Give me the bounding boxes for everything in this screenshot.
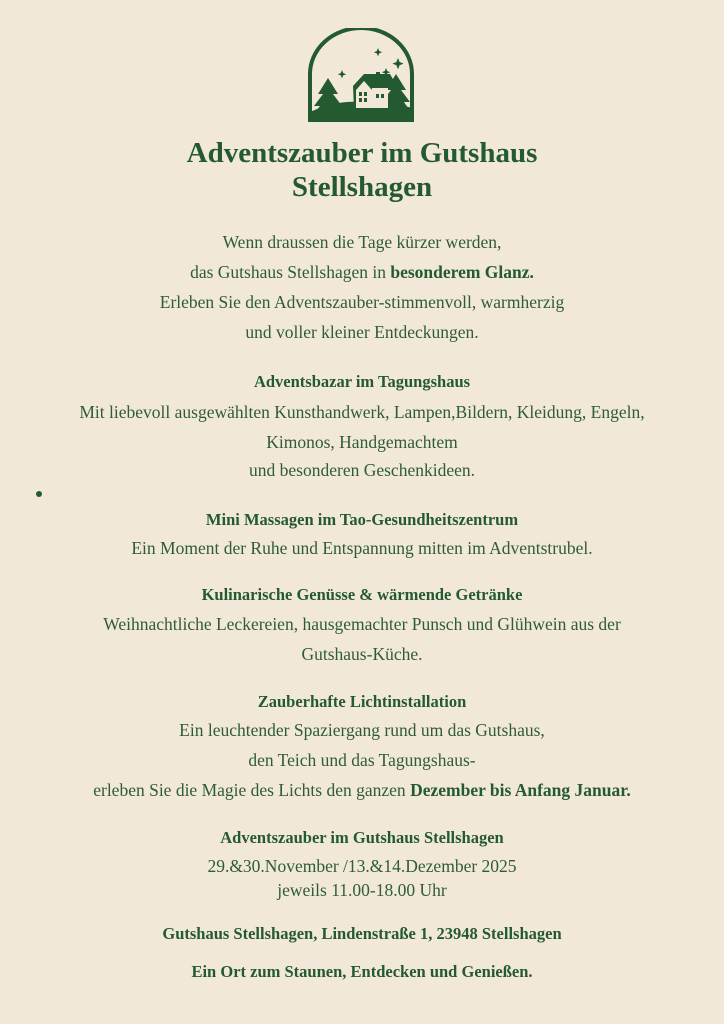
section-bazar-line: und besonderen Geschenkideen. <box>249 460 475 480</box>
lights-emphasis: Dezember bis Anfang Januar. <box>410 780 631 800</box>
intro-emphasis: besonderem Glanz. <box>390 262 534 282</box>
intro-line-2 <box>0 262 724 283</box>
section-culinary-line: Weihnachtliche Leckereien, hausgemachter Punsch und Glühwein aus der <box>103 614 621 634</box>
bullet-dot <box>36 491 42 497</box>
event-hours: jeweils 11.00-18.00 Uhr <box>277 880 447 900</box>
event-heading: Adventszauber im Gutshaus Stellshagen <box>220 828 504 847</box>
tagline: Ein Ort zum Staunen, Entdecken und Genießen. <box>191 962 533 981</box>
house-in-forest-night-icon <box>306 28 416 124</box>
intro-line-4: und voller kleiner Entdeckungen. <box>245 322 479 342</box>
section-lights-line-last <box>0 780 724 801</box>
section-lights-line: den Teich und das Tagungshaus- <box>248 750 476 770</box>
intro-line-2-text: das Gutshaus Stellshagen in <box>190 262 391 282</box>
intro-line-3: Erleben Sie den Adventszauber-stimmenvoll, warmherzig <box>159 292 565 312</box>
intro-line-1: Wenn draussen die Tage kürzer werden, <box>222 232 502 252</box>
section-massage-line: Ein Moment der Ruhe und Entspannung mitten im Adventstrubel. <box>131 538 593 558</box>
section-bazar-line: Kimonos, Handgemachtem <box>266 432 458 452</box>
title-line-2: Stellshagen <box>291 171 433 203</box>
page-title <box>0 136 724 204</box>
section-heading-bazar: Adventsbazar im Tagungshaus <box>253 372 471 391</box>
section-heading-lights: Zauberhafte Lichtinstallation <box>257 692 467 711</box>
section-lights-line: Ein leuchtender Spaziergang rund um das Gutshaus, <box>179 720 545 740</box>
lights-text: erleben Sie die Magie des Lichts den ganzen <box>93 780 411 800</box>
address: Gutshaus Stellshagen, Lindenstraße 1, 23948 Stellshagen <box>162 924 562 943</box>
section-bazar-line: Mit liebevoll ausgewählten Kunsthandwerk, Lampen,Bildern, Kleidung, Engeln, <box>79 402 645 422</box>
section-heading-culinary: Kulinarische Genüsse & wärmende Getränke <box>201 585 523 604</box>
title-line-1: Adventszauber im Gutshaus <box>186 137 538 169</box>
event-dates: 29.&30.November /13.&14.Dezember 2025 <box>207 856 517 876</box>
section-culinary-line: Gutshaus-Küche. <box>301 644 423 664</box>
section-heading-massage: Mini Massagen im Tao-Gesundheitszentrum <box>205 510 519 529</box>
